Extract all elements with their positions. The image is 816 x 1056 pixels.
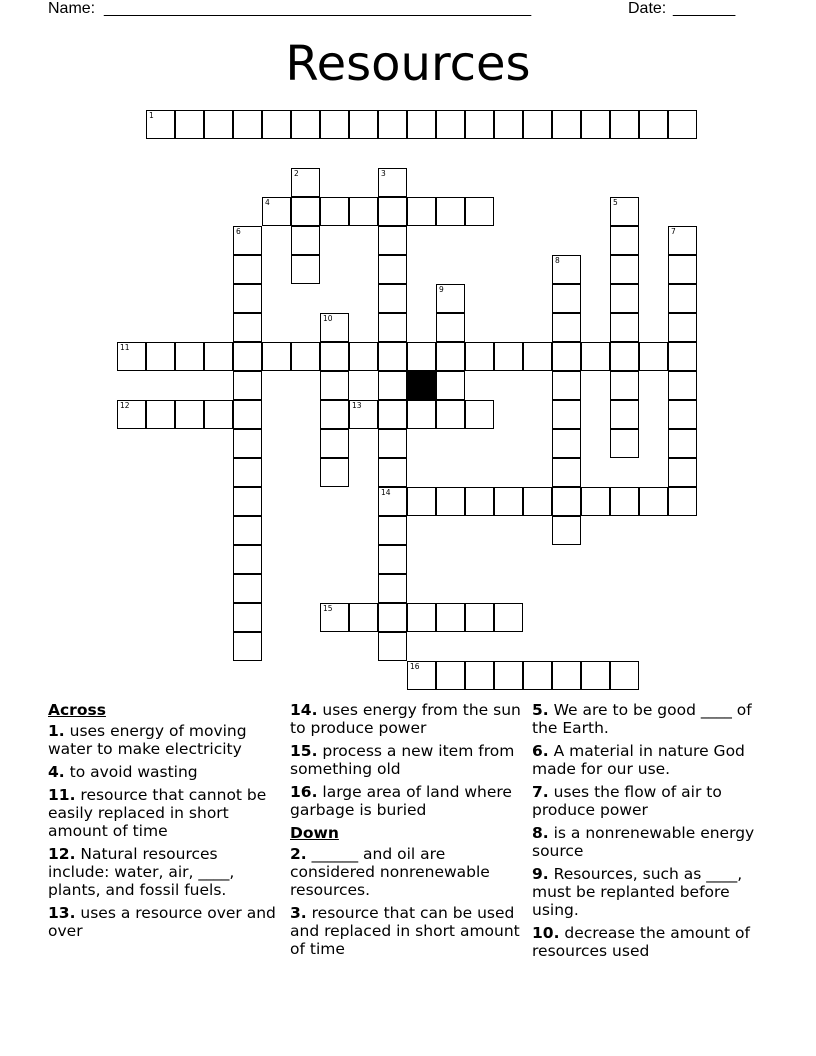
grid-cell[interactable] — [552, 255, 581, 284]
grid-cell[interactable] — [291, 226, 320, 255]
grid-cell[interactable] — [639, 110, 668, 139]
grid-cell[interactable] — [291, 342, 320, 371]
grid-cell[interactable] — [552, 400, 581, 429]
grid-cell[interactable] — [610, 342, 639, 371]
grid-cell[interactable] — [378, 632, 407, 661]
cell-number: 8 — [555, 256, 560, 265]
grid-cell[interactable] — [436, 400, 465, 429]
grid-cell[interactable] — [320, 197, 349, 226]
grid-cell[interactable] — [320, 371, 349, 400]
grid-cell[interactable] — [204, 400, 233, 429]
grid-cell[interactable] — [668, 110, 697, 139]
grid-cell[interactable] — [146, 400, 175, 429]
grid-cell[interactable] — [465, 603, 494, 632]
grid-cell[interactable] — [494, 603, 523, 632]
grid-cell[interactable] — [175, 400, 204, 429]
clue-number: 5. — [532, 701, 549, 719]
grid-cell[interactable] — [668, 342, 697, 371]
cell-number: 2 — [294, 169, 299, 178]
grid-cell[interactable] — [407, 342, 436, 371]
cell-number: 6 — [236, 227, 241, 236]
grid-cell[interactable] — [523, 342, 552, 371]
grid-cell[interactable] — [436, 110, 465, 139]
grid-cell[interactable] — [378, 603, 407, 632]
grid-cell[interactable] — [320, 110, 349, 139]
clue-column-1 — [48, 701, 280, 945]
grid-cell[interactable] — [552, 458, 581, 487]
grid-cell[interactable] — [494, 342, 523, 371]
grid-cell[interactable] — [668, 226, 697, 255]
grid-cell[interactable] — [407, 661, 436, 690]
clue-text: uses energy of moving water to make electricity — [48, 722, 247, 758]
clue-across-4 — [48, 763, 280, 781]
grid-cell[interactable] — [523, 110, 552, 139]
cell-number: 4 — [265, 198, 270, 207]
grid-cell[interactable] — [581, 110, 610, 139]
name-field[interactable]: ________________________________________________ — [104, 0, 532, 17]
grid-cell[interactable] — [291, 255, 320, 284]
grid-cell[interactable] — [204, 342, 233, 371]
grid-cell[interactable] — [291, 168, 320, 197]
grid-cell[interactable] — [233, 632, 262, 661]
clue-text: We are to be good ____ of the Earth. — [532, 701, 752, 737]
clue-number: 3. — [290, 904, 307, 922]
cell-number: 14 — [381, 488, 391, 497]
clue-number: 10. — [532, 924, 560, 942]
grid-cell[interactable] — [320, 400, 349, 429]
cell-number: 1 — [149, 111, 154, 120]
grid-cell[interactable] — [494, 487, 523, 516]
clue-number: 7. — [532, 783, 549, 801]
grid-cell[interactable] — [233, 545, 262, 574]
grid-cell[interactable] — [349, 400, 378, 429]
cell-number: 16 — [410, 662, 420, 671]
clue-column-3 — [532, 701, 764, 965]
grid-cell[interactable] — [407, 110, 436, 139]
grid-cell[interactable] — [639, 342, 668, 371]
grid-cell[interactable] — [291, 110, 320, 139]
grid-cell[interactable] — [610, 429, 639, 458]
grid-cell[interactable] — [668, 371, 697, 400]
grid-cell[interactable] — [436, 284, 465, 313]
grid-cell[interactable] — [436, 371, 465, 400]
grid-cell[interactable] — [436, 603, 465, 632]
grid-cell[interactable] — [378, 400, 407, 429]
grid-cell[interactable] — [639, 487, 668, 516]
clue-text: uses energy from the sun to produce power — [290, 701, 521, 737]
grid-cell[interactable] — [610, 110, 639, 139]
grid-cell[interactable] — [291, 197, 320, 226]
grid-cell[interactable] — [378, 458, 407, 487]
clue-text: is a nonrenewable energy source — [532, 824, 755, 860]
grid-cell[interactable] — [610, 197, 639, 226]
cell-number: 10 — [323, 314, 333, 323]
grid-cell[interactable] — [233, 226, 262, 255]
clue-down-5 — [532, 701, 764, 737]
grid-cell[interactable] — [378, 429, 407, 458]
grid-cell[interactable] — [436, 197, 465, 226]
grid-cell[interactable] — [610, 255, 639, 284]
name-label: Name: — [48, 0, 96, 17]
grid-cell[interactable] — [378, 226, 407, 255]
clue-across-14 — [290, 701, 522, 737]
clue-down-6 — [532, 742, 764, 778]
grid-cell[interactable] — [581, 487, 610, 516]
clue-number: 15. — [290, 742, 318, 760]
clue-down-8 — [532, 824, 764, 860]
cell-number: 5 — [613, 198, 618, 207]
cell-number: 11 — [120, 343, 130, 352]
cell-number: 3 — [381, 169, 386, 178]
clue-across-16 — [290, 783, 522, 819]
grid-cell[interactable] — [378, 284, 407, 313]
grid-cell[interactable] — [668, 255, 697, 284]
clue-number: 6. — [532, 742, 549, 760]
grid-cell[interactable] — [494, 110, 523, 139]
grid-cell[interactable] — [610, 661, 639, 690]
grid-cell[interactable] — [233, 110, 262, 139]
grid-cell[interactable] — [378, 516, 407, 545]
clue-down-7 — [532, 783, 764, 819]
grid-cell[interactable] — [233, 400, 262, 429]
grid-cell[interactable] — [581, 661, 610, 690]
grid-cell[interactable] — [117, 342, 146, 371]
clue-number: 11. — [48, 786, 76, 804]
clue-down-3 — [290, 904, 522, 958]
grid-cell[interactable] — [610, 226, 639, 255]
grid-cell[interactable] — [465, 342, 494, 371]
grid-cell[interactable] — [668, 458, 697, 487]
clue-text: Resources, such as ____, must be replanted before using. — [532, 865, 743, 919]
grid-cell[interactable] — [552, 342, 581, 371]
grid-cell[interactable] — [175, 110, 204, 139]
grid-cell[interactable] — [233, 313, 262, 342]
grid-cell[interactable] — [378, 545, 407, 574]
grid-cell[interactable] — [233, 603, 262, 632]
clue-text: Natural resources include: water, air, ____, plants, and fossil fuels. — [48, 845, 235, 899]
grid-cell[interactable] — [465, 400, 494, 429]
cell-number: 7 — [671, 227, 676, 236]
grid-cell[interactable] — [378, 110, 407, 139]
grid-cell[interactable] — [204, 110, 233, 139]
grid-cell[interactable] — [668, 400, 697, 429]
grid-cell[interactable] — [349, 603, 378, 632]
grid-cell[interactable] — [233, 487, 262, 516]
clue-number: 2. — [290, 845, 307, 863]
grid-cell[interactable] — [610, 313, 639, 342]
clue-text: resource that cannot be easily replaced in short amount of time — [48, 786, 267, 840]
date-label: Date: — [628, 0, 667, 17]
grid-cell[interactable] — [552, 661, 581, 690]
clue-text: A material in nature God made for our use. — [532, 742, 745, 778]
grid-cell[interactable] — [378, 197, 407, 226]
grid-cell[interactable] — [233, 371, 262, 400]
grid-cell[interactable] — [378, 255, 407, 284]
grid-cell[interactable] — [320, 603, 349, 632]
page-title: Resources — [285, 36, 531, 92]
grid-cell[interactable] — [668, 284, 697, 313]
clue-number: 13. — [48, 904, 76, 922]
grid-cell[interactable] — [552, 516, 581, 545]
grid-cell[interactable] — [262, 110, 291, 139]
clue-down-9 — [532, 865, 764, 919]
blocked-cell — [407, 371, 436, 400]
clue-down-10 — [532, 924, 764, 960]
grid-cell[interactable] — [407, 487, 436, 516]
grid-cell[interactable] — [552, 371, 581, 400]
grid-cell[interactable] — [465, 197, 494, 226]
clue-across-11 — [48, 786, 280, 840]
grid-cell[interactable] — [175, 342, 204, 371]
grid-cell[interactable] — [668, 487, 697, 516]
grid-cell[interactable] — [610, 487, 639, 516]
grid-cell[interactable] — [378, 168, 407, 197]
clue-text: ______ and oil are considered nonrenewable resources. — [290, 845, 490, 899]
across-heading: Across — [48, 701, 106, 719]
clue-number: 9. — [532, 865, 549, 883]
grid-cell[interactable] — [146, 342, 175, 371]
grid-cell[interactable] — [233, 255, 262, 284]
grid-cell[interactable] — [552, 313, 581, 342]
clue-text: process a new item from something old — [290, 742, 515, 778]
date-field[interactable]: _______ — [673, 0, 736, 17]
clue-text: decrease the amount of resources used — [532, 924, 750, 960]
grid-cell[interactable] — [146, 110, 175, 139]
grid-cell[interactable] — [436, 313, 465, 342]
grid-cell[interactable] — [610, 400, 639, 429]
grid-cell[interactable] — [465, 487, 494, 516]
grid-cell[interactable] — [552, 429, 581, 458]
grid-cell[interactable] — [552, 284, 581, 313]
cell-number: 13 — [352, 401, 362, 410]
grid-cell[interactable] — [436, 342, 465, 371]
grid-cell[interactable] — [320, 429, 349, 458]
down-heading: Down — [290, 824, 339, 842]
grid-cell[interactable] — [523, 661, 552, 690]
grid-cell[interactable] — [668, 429, 697, 458]
grid-cell[interactable] — [349, 342, 378, 371]
clue-down-2 — [290, 845, 522, 899]
grid-cell[interactable] — [233, 516, 262, 545]
grid-cell[interactable] — [320, 342, 349, 371]
clue-number: 8. — [532, 824, 549, 842]
grid-cell[interactable] — [349, 110, 378, 139]
clue-number: 4. — [48, 763, 65, 781]
grid-cell[interactable] — [407, 400, 436, 429]
cell-number: 15 — [323, 604, 333, 613]
grid-cell[interactable] — [407, 603, 436, 632]
clue-text: large area of land where garbage is buried — [290, 783, 512, 819]
grid-cell[interactable] — [320, 458, 349, 487]
clue-number: 16. — [290, 783, 318, 801]
grid-cell[interactable] — [581, 342, 610, 371]
grid-cell[interactable] — [436, 487, 465, 516]
grid-cell[interactable] — [262, 342, 291, 371]
clue-text: resource that can be used and replaced in short amount of time — [290, 904, 520, 958]
grid-cell[interactable] — [552, 487, 581, 516]
grid-cell[interactable] — [378, 313, 407, 342]
grid-cell[interactable] — [436, 661, 465, 690]
grid-cell[interactable] — [610, 371, 639, 400]
clue-across-15 — [290, 742, 522, 778]
grid-cell[interactable] — [494, 661, 523, 690]
grid-cell[interactable] — [378, 371, 407, 400]
grid-cell[interactable] — [117, 400, 146, 429]
grid-cell[interactable] — [378, 342, 407, 371]
grid-cell[interactable] — [465, 661, 494, 690]
grid-cell[interactable] — [262, 197, 291, 226]
clue-number: 14. — [290, 701, 318, 719]
grid-cell[interactable] — [320, 313, 349, 342]
clue-across-1 — [48, 722, 280, 758]
grid-cell[interactable] — [233, 429, 262, 458]
clue-number: 12. — [48, 845, 76, 863]
grid-cell[interactable] — [552, 110, 581, 139]
grid-cell[interactable] — [233, 284, 262, 313]
grid-cell[interactable] — [668, 313, 697, 342]
clue-across-13 — [48, 904, 280, 940]
grid-cell[interactable] — [610, 284, 639, 313]
cell-number: 12 — [120, 401, 130, 410]
grid-cell[interactable] — [378, 574, 407, 603]
cell-number: 9 — [439, 285, 444, 294]
clue-text: uses the flow of air to produce power — [532, 783, 722, 819]
clue-column-2 — [290, 701, 522, 963]
grid-cell[interactable] — [233, 458, 262, 487]
grid-cell[interactable] — [233, 574, 262, 603]
grid-cell[interactable] — [349, 197, 378, 226]
clue-across-12 — [48, 845, 280, 899]
grid-cell[interactable] — [523, 487, 552, 516]
grid-cell[interactable] — [465, 110, 494, 139]
clue-text: uses a resource over and over — [48, 904, 276, 940]
grid-cell[interactable] — [233, 342, 262, 371]
clue-number: 1. — [48, 722, 65, 740]
clue-text: to avoid wasting — [69, 763, 198, 781]
grid-cell[interactable] — [378, 487, 407, 516]
grid-cell[interactable] — [407, 197, 436, 226]
